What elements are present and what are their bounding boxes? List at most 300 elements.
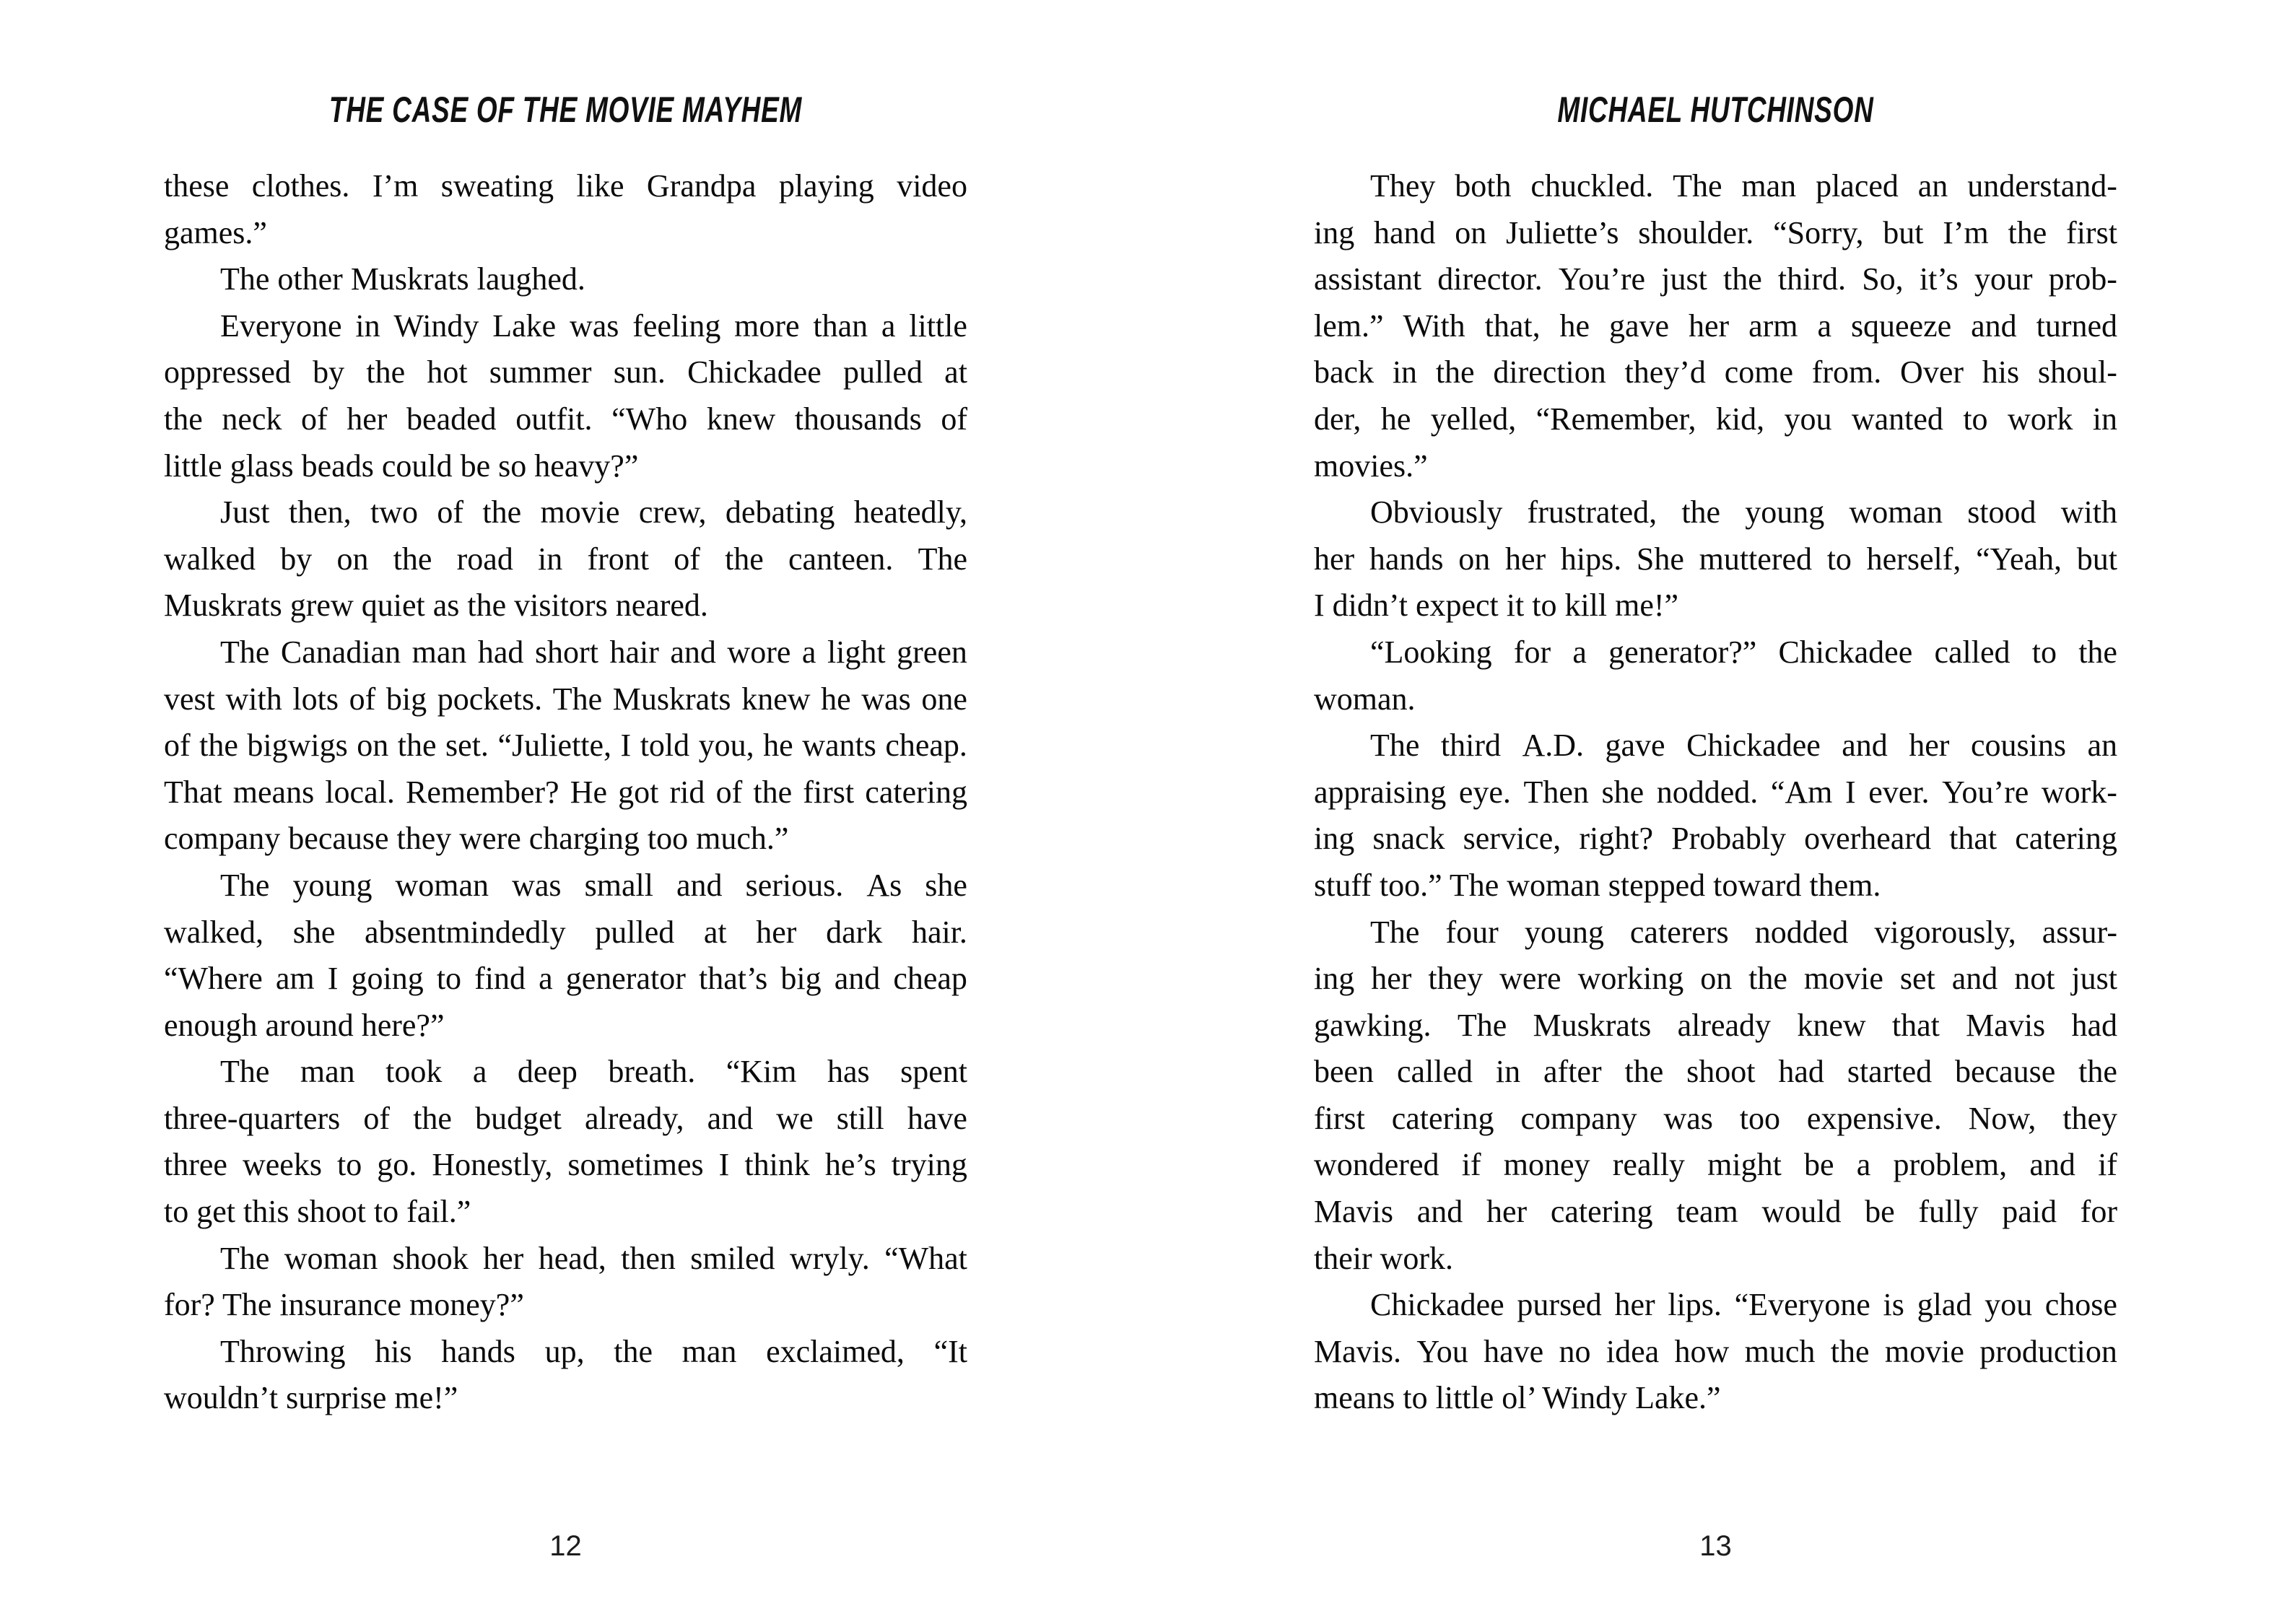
word: a <box>1572 634 1587 670</box>
word: one <box>921 681 967 717</box>
word: like <box>576 168 624 204</box>
word: Obviously <box>1370 494 1503 531</box>
word: called <box>1934 634 2011 670</box>
word: The <box>1370 914 1420 950</box>
word: to <box>436 961 462 997</box>
word: of <box>437 494 464 531</box>
word: on <box>1458 541 1491 577</box>
word: just <box>1661 261 1707 297</box>
word: had <box>1778 1054 1824 1090</box>
word: The <box>918 541 967 577</box>
word: shook <box>392 1240 469 1276</box>
text-line: The other Muskrats laughed. <box>220 261 585 297</box>
word: cousins <box>1970 728 2066 764</box>
word: a <box>801 634 816 670</box>
word: You’re <box>1558 261 1646 297</box>
word: She <box>1636 541 1684 577</box>
word: prob- <box>2048 261 2117 297</box>
word: by <box>313 354 345 390</box>
page-body <box>164 163 967 1422</box>
text-line <box>1314 396 2117 443</box>
word: he’s <box>824 1147 876 1183</box>
word: “It <box>933 1333 967 1369</box>
word: called <box>1396 1054 1473 1090</box>
word: on <box>357 728 389 764</box>
word: Windy <box>393 307 479 344</box>
word: just <box>2071 961 2117 997</box>
word: the <box>1748 961 1787 997</box>
word: cheap <box>893 961 967 997</box>
word: then <box>621 1240 676 1276</box>
word: They <box>1370 168 1436 204</box>
word: video <box>897 168 967 204</box>
word: catering <box>865 774 967 810</box>
word: movie <box>1803 961 1883 997</box>
word: Throwing <box>220 1333 346 1369</box>
word: in <box>2092 401 2117 437</box>
word: set. <box>445 728 489 764</box>
word: the <box>2078 1054 2117 1090</box>
word: Then <box>1523 774 1589 810</box>
word: much <box>1744 1333 1816 1369</box>
word: she <box>925 867 967 903</box>
word: these <box>164 168 230 204</box>
word: to <box>2031 634 2057 670</box>
word: her <box>1314 541 1355 577</box>
text-line <box>1314 909 2117 956</box>
word: vigorously, <box>1874 914 2016 950</box>
word: walked <box>164 541 256 577</box>
word: the <box>2008 214 2047 250</box>
word: of <box>941 401 967 437</box>
word: eye. <box>1458 774 1511 810</box>
word: pursed <box>1517 1287 1602 1323</box>
text-line: Muskrats grew quiet as the visitors neared. <box>164 588 708 624</box>
word: her <box>1909 728 1950 764</box>
word: both <box>1455 168 1512 204</box>
text-line <box>164 303 967 350</box>
text-line <box>164 676 967 723</box>
word: of <box>164 728 191 764</box>
word: ing <box>1314 821 1355 857</box>
word: problem, <box>1893 1147 2008 1183</box>
word: third <box>1440 728 1501 764</box>
word: of <box>301 401 328 437</box>
word: little <box>909 307 967 344</box>
word: her <box>1614 1287 1655 1323</box>
word: young <box>1745 494 1825 531</box>
word: shoot <box>1686 1054 1756 1090</box>
word: to <box>1826 541 1852 577</box>
word: in <box>1392 354 1418 390</box>
word: they’d <box>1624 354 1706 390</box>
word: I <box>327 961 339 997</box>
word: her <box>347 401 388 437</box>
word: paid <box>2002 1194 2057 1230</box>
word: his <box>1982 354 2020 390</box>
word: expensive. <box>1806 1100 1942 1136</box>
word: understand- <box>1967 168 2117 204</box>
word: knew <box>1797 1007 1866 1043</box>
word: placed <box>1816 168 1899 204</box>
word: shoul- <box>2037 354 2117 390</box>
word: you <box>1985 1287 2033 1323</box>
word: with <box>2060 494 2117 531</box>
word: catering <box>1550 1194 1653 1230</box>
text-line: movies.” <box>1314 448 1428 484</box>
word: A.D. <box>1522 728 1585 764</box>
word: find <box>474 961 526 997</box>
word: it’s <box>1919 261 1959 297</box>
word: wants <box>802 728 876 764</box>
word: her <box>1689 307 1730 344</box>
text-line <box>164 396 967 443</box>
word: the <box>1722 261 1762 297</box>
word: big <box>385 681 427 717</box>
word: nodded. <box>1656 774 1759 810</box>
word: a <box>1817 307 1831 344</box>
word: Probably <box>1671 821 1786 857</box>
word: breath. <box>608 1054 696 1090</box>
word: was <box>512 867 562 903</box>
word: The <box>220 867 270 903</box>
word: Canadian <box>280 634 401 670</box>
word: dark <box>826 914 883 950</box>
word: playing <box>778 168 874 204</box>
word: they <box>1428 961 1484 997</box>
word: “Juliette, <box>497 728 612 764</box>
word: and <box>1416 1194 1463 1230</box>
word: caterers <box>1629 914 1729 950</box>
word: spent <box>900 1054 967 1090</box>
word: The <box>220 1240 270 1276</box>
word: That <box>164 774 222 810</box>
word: “Who <box>611 401 688 437</box>
word: right? <box>1579 821 1653 857</box>
text-line <box>164 1236 967 1283</box>
word: first <box>2066 214 2117 250</box>
word: shoulder. <box>1638 214 1754 250</box>
word: and <box>1971 307 2017 344</box>
word: Juliette’s <box>1506 214 1619 250</box>
word: I’m <box>372 168 419 204</box>
word: rid <box>669 774 705 810</box>
word: Muskrats <box>1533 1007 1652 1043</box>
word: squeeze <box>1850 307 1952 344</box>
word: vest <box>164 681 215 717</box>
text-line <box>1314 349 2117 396</box>
word: woman <box>1849 494 1943 531</box>
text-line <box>164 629 967 676</box>
word: outfit. <box>515 401 593 437</box>
word: and <box>707 1100 754 1136</box>
word: for <box>1513 634 1551 670</box>
word: direction <box>1493 354 1606 390</box>
page-body <box>1314 163 2117 1422</box>
word: be <box>1804 1147 1834 1183</box>
text-line <box>1314 256 2117 303</box>
word: think <box>744 1147 810 1183</box>
word: the <box>1681 494 1721 531</box>
word: knew <box>706 401 776 437</box>
text-line: enough around here?” <box>164 1007 445 1043</box>
word: big <box>780 961 822 997</box>
word: three <box>164 1147 227 1183</box>
text-line <box>164 909 967 956</box>
word: service, <box>1463 821 1561 857</box>
word: Chickadee <box>687 354 822 390</box>
word: was <box>569 307 619 344</box>
word: he <box>1380 401 1411 437</box>
word: a <box>1856 1147 1871 1183</box>
word: “Kim <box>726 1054 797 1090</box>
word: the <box>753 774 793 810</box>
word: cheap. <box>885 728 967 764</box>
word: am <box>275 961 315 997</box>
word: deep <box>517 1054 578 1090</box>
word: the <box>482 494 522 531</box>
word: you, <box>698 728 754 764</box>
word: how <box>1674 1333 1730 1369</box>
word: der, <box>1314 401 1362 437</box>
word: set <box>1899 961 1935 997</box>
word: “Remember, <box>1535 401 1696 437</box>
word: muttered <box>1699 541 1812 577</box>
word: at <box>703 914 727 950</box>
word: that’s <box>698 961 768 997</box>
word: The <box>220 1054 270 1090</box>
word: Grandpa <box>646 168 757 204</box>
text-line <box>1314 303 2117 350</box>
word: been <box>1314 1054 1375 1090</box>
text-line <box>164 863 967 909</box>
word: a <box>472 1054 487 1090</box>
word: small <box>584 867 653 903</box>
word: her <box>1504 541 1546 577</box>
word: the <box>413 1100 452 1136</box>
word: I <box>718 1147 730 1183</box>
word: the <box>614 1333 653 1369</box>
word: two <box>370 494 418 531</box>
word: He <box>570 774 608 810</box>
word: come <box>1724 354 1793 390</box>
word: The <box>1370 728 1420 764</box>
page-left <box>164 0 967 1624</box>
word: was <box>1663 1100 1713 1136</box>
text-line <box>1314 816 2117 863</box>
word: “Sorry, <box>1773 214 1864 250</box>
text-line <box>1314 956 2117 1003</box>
word: lips. <box>1668 1287 1722 1323</box>
word: Chickadee <box>1370 1287 1504 1323</box>
word: serious. <box>745 867 844 903</box>
word: summer <box>489 354 592 390</box>
word: man <box>1741 168 1797 204</box>
word: Muskrats <box>612 681 731 717</box>
word: you <box>1784 401 1832 437</box>
word: money <box>1503 1147 1590 1183</box>
word: walked, <box>164 914 264 950</box>
word: Chickadee <box>1686 728 1821 764</box>
word: the <box>1435 354 1475 390</box>
word: man <box>411 634 467 670</box>
word: pulled <box>842 354 923 390</box>
word: third. <box>1777 261 1847 297</box>
word: for <box>2080 1194 2117 1230</box>
text-line <box>1314 163 2117 210</box>
word: appraising <box>1314 774 1447 810</box>
word: herself, <box>1866 541 1961 577</box>
word: road <box>456 541 513 577</box>
text-line: company because they were charging too much.” <box>164 821 789 857</box>
text-line: stuff too.” The woman stepped toward them. <box>1314 867 1881 903</box>
word: Everyone <box>220 307 342 344</box>
text-line <box>164 1329 967 1376</box>
word: is <box>1883 1287 1904 1323</box>
word: green <box>897 634 967 670</box>
word: catering <box>1391 1100 1494 1136</box>
text-line <box>164 1096 967 1143</box>
word: already <box>1677 1007 1772 1043</box>
word: the <box>1830 1333 1870 1369</box>
word: With <box>1403 307 1465 344</box>
word: work- <box>2041 774 2117 810</box>
text-line <box>1314 1189 2117 1236</box>
text-line: to get this shoot to fail.” <box>164 1194 471 1230</box>
word: took <box>385 1054 443 1090</box>
word: had <box>2071 1007 2117 1043</box>
word: stood <box>1967 494 2036 531</box>
word: to <box>337 1147 362 1183</box>
word: the <box>1624 1054 1664 1090</box>
word: got <box>618 774 659 810</box>
word: a <box>539 961 553 997</box>
word: going <box>351 961 424 997</box>
running-head: MICHAEL HUTCHINSON <box>1557 90 1874 130</box>
word: canteen. <box>788 541 894 577</box>
word: that <box>1949 821 1998 857</box>
word: and <box>834 961 881 997</box>
word: hands <box>441 1333 515 1369</box>
word: fully <box>1918 1194 1979 1230</box>
word: budget <box>475 1100 562 1136</box>
word: pockets. <box>437 681 543 717</box>
word: sometimes <box>567 1147 704 1183</box>
word: wanted <box>1851 401 1943 437</box>
word: heatedly, <box>853 494 967 531</box>
word: beaded <box>406 401 497 437</box>
word: hair. <box>911 914 967 950</box>
text-line <box>1314 1142 2117 1189</box>
word: generator <box>565 961 686 997</box>
word: hand <box>1373 214 1436 250</box>
word: of <box>674 541 700 577</box>
word: Now, <box>1968 1100 2036 1136</box>
word: of <box>715 774 743 810</box>
word: I <box>620 728 632 764</box>
text-line: for? The insurance money?” <box>164 1287 524 1323</box>
word: the <box>393 541 432 577</box>
word: The <box>1673 168 1722 204</box>
word: crew, <box>638 494 707 531</box>
word: and <box>2029 1147 2075 1183</box>
word: absentmindedly <box>365 914 566 950</box>
word: hands <box>1369 541 1444 577</box>
word: Chickadee <box>1778 634 1913 670</box>
word: Just <box>220 494 270 531</box>
word: company <box>1520 1100 1637 1136</box>
word: hot <box>427 354 468 390</box>
text-line <box>1314 629 2117 676</box>
word: As <box>866 867 902 903</box>
word: Remember? <box>405 774 559 810</box>
word: but <box>1883 214 1924 250</box>
word: arm <box>1748 307 1798 344</box>
text-line: little glass beads could be so heavy?” <box>164 448 639 484</box>
word: Mavis <box>1966 1007 2046 1043</box>
word: and <box>670 634 716 670</box>
word: might <box>1707 1147 1782 1183</box>
text-line <box>164 769 967 816</box>
word: her <box>756 914 797 950</box>
word: oppressed <box>164 354 291 390</box>
word: man <box>681 1333 737 1369</box>
text-line: means to little ol’ Windy Lake.” <box>1314 1380 1721 1416</box>
word: and <box>1951 961 1998 997</box>
word: Mavis. <box>1314 1333 1401 1369</box>
word: then, <box>288 494 352 531</box>
word: bigwigs <box>247 728 348 764</box>
text-line <box>164 163 967 210</box>
word: he <box>763 728 793 764</box>
word: her <box>1371 961 1412 997</box>
word: back <box>1314 354 1375 390</box>
text-line <box>164 489 967 536</box>
word: chuckled. <box>1530 168 1654 204</box>
word: weeks <box>242 1147 322 1183</box>
word: light <box>827 634 886 670</box>
word: Lake <box>492 307 557 344</box>
word: You <box>1416 1333 1468 1369</box>
word: no <box>1559 1333 1591 1369</box>
word: her <box>1486 1194 1528 1230</box>
word: her <box>483 1240 524 1276</box>
word: kid, <box>1715 401 1765 437</box>
word: because <box>1955 1054 2056 1090</box>
word: she <box>1601 774 1644 810</box>
word: debating <box>725 494 835 531</box>
word: that <box>1891 1007 1940 1043</box>
word: he <box>821 681 851 717</box>
word: gawking. <box>1314 1007 1432 1043</box>
word: “Where <box>164 961 263 997</box>
word: work <box>2007 401 2073 437</box>
word: smiled <box>690 1240 775 1276</box>
word: idea <box>1606 1333 1660 1369</box>
word: the <box>366 354 406 390</box>
word: have <box>1484 1333 1544 1369</box>
word: clothes. <box>251 168 350 204</box>
word: head, <box>538 1240 606 1276</box>
word: has <box>827 1054 870 1090</box>
word: You’re <box>1942 774 2029 810</box>
word: production <box>1979 1333 2117 1369</box>
word: we <box>776 1100 814 1136</box>
word: gave <box>1609 307 1670 344</box>
word: by <box>280 541 313 577</box>
word: and <box>1842 728 1888 764</box>
running-head: THE CASE OF THE MOVIE MAYHEM <box>328 90 803 130</box>
